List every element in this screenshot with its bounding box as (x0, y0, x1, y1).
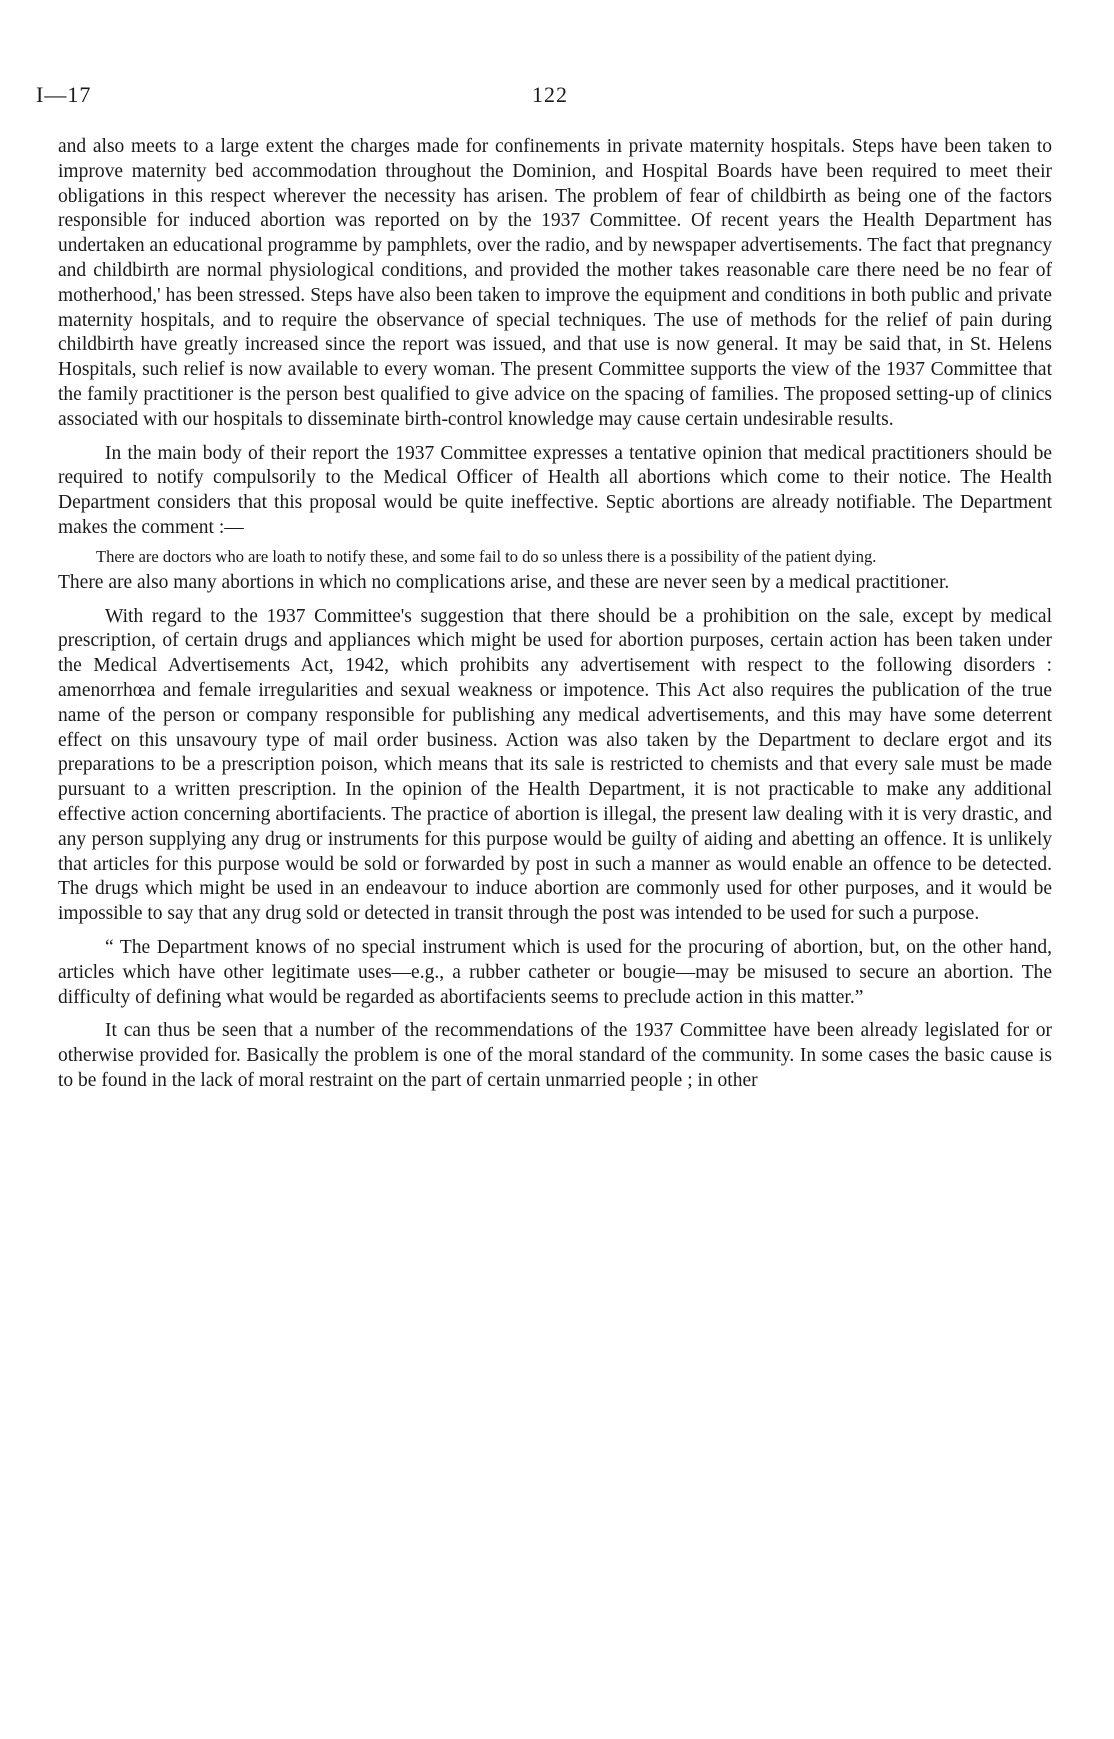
paragraph-prohibition: With regard to the 1937 Committee's suggestion that there should be a prohibition on the sale, except by medical prescription, of certain drugs and appliances which might be used for abortion purposes, certain action has been taken under the Medical Advertisements Act, 1942, which prohibits any advertisement with respect to the following disorders : amenorrhœa and female irregularities and sexual weakness or impotence. This Act also requires the publication of the true name of the person or company responsible for publishing any medical advertisements, and this may have some deterrent effect on this unsavoury type of mail order business. Action was also taken by the Department to declare ergot and its preparations to be a prescription poison, which means that its sale is restricted to chemists and that every sale must be made pursuant to a written prescription. In the opinion of the Health Department, it is not practicable to make any additional effective action concerning abortifacients. The practice of abortion is illegal, the present law dealing with it is very drastic, and any person supplying any drug or instruments for this purpose would be guilty of aiding and abetting an offence. It is unlikely that articles for this purpose would be sold or forwarded by post in such a manner as would enable an offence to be detected. The drugs which might be used in an endeavour to induce abortion are commonly used for other purposes, and it would be impossible to say that any drug sold or detected in transit through the post was intended to be used for such a purpose. (58, 605, 1052, 925)
document-reference: I—17 (36, 82, 92, 107)
paragraph-conclusion: It can thus be seen that a number of the recommendations of the 1937 Committee have been already legislated for or otherwise provided for. Basically the problem is one of the moral standard of the community. In some cases the basic cause is to be found in the lack of moral restraint on the part of certain unmarried people ; in other (58, 1020, 1052, 1091)
paragraph-continuation: and also meets to a large extent the charges made for confinements in private maternity hospitals. Steps have been taken to improve maternity bed accommodation throughout the Dominion, and Hospital Boards have been required to meet their obligations in this respect wherever the necessity has arisen. The problem of fear of childbirth as being one of the factors responsible for induced abortion was reported on by the 1937 Committee. Of recent years the Health Department has undertaken an educational programme by pamphlets, over the radio, and by newspaper advertisements. The fact that pregnancy and childbirth are normal physiological conditions, and provided the mother takes reasonable care there need be no fear of motherhood,' has been stressed. Steps have also been taken to improve the equipment and conditions in both public and private maternity hospitals, and to require the observance of special techniques. The use of methods for the relief of pain during childbirth have greatly increased since the report was issued, and that use is now general. It may be said that, in St. Helens Hospitals, such relief is now available to every woman. The present Committee supports the view of the 1937 Committee that the family practitioner is the person best qualified to give advice on the spacing of families. The proposed setting-up of clinics associated with our hospitals to disseminate birth-control knowledge may cause certain undesirable results. (58, 136, 1052, 430)
page-number: 122 (532, 82, 568, 107)
paragraph-no-complications: There are also many abortions in which no complications arise, and these are never seen by a medical practitioner. (58, 571, 950, 593)
paragraph-notification: In the main body of their report the 1937 Committee expresses a tentative opinion that medical practitioners should be required to notify compulsorily to the Medical Officer of Health all abortions which come to their notice. The Health Department considers that this proposal would be quite ineffective. Septic abortions are already notifiable. The Department makes the comment :— (58, 442, 1052, 538)
department-quote: There are doctors who are loath to notify these, and some fail to do so unless there is a possibility of the patient dying. (96, 546, 877, 566)
paragraph-instrument-quote: “ The Department knows of no special instrument which is used for the procuring of abortion, but, on the other hand, articles which have other legitimate uses—e.g., a rubber catheter or bougie—may be misused to secure an abortion. The difficulty of defining what would be regarded as abortifacients seems to preclude action in this matter.” (58, 936, 1052, 1008)
page-header (36, 82, 1078, 112)
document-body (58, 135, 1052, 1094)
